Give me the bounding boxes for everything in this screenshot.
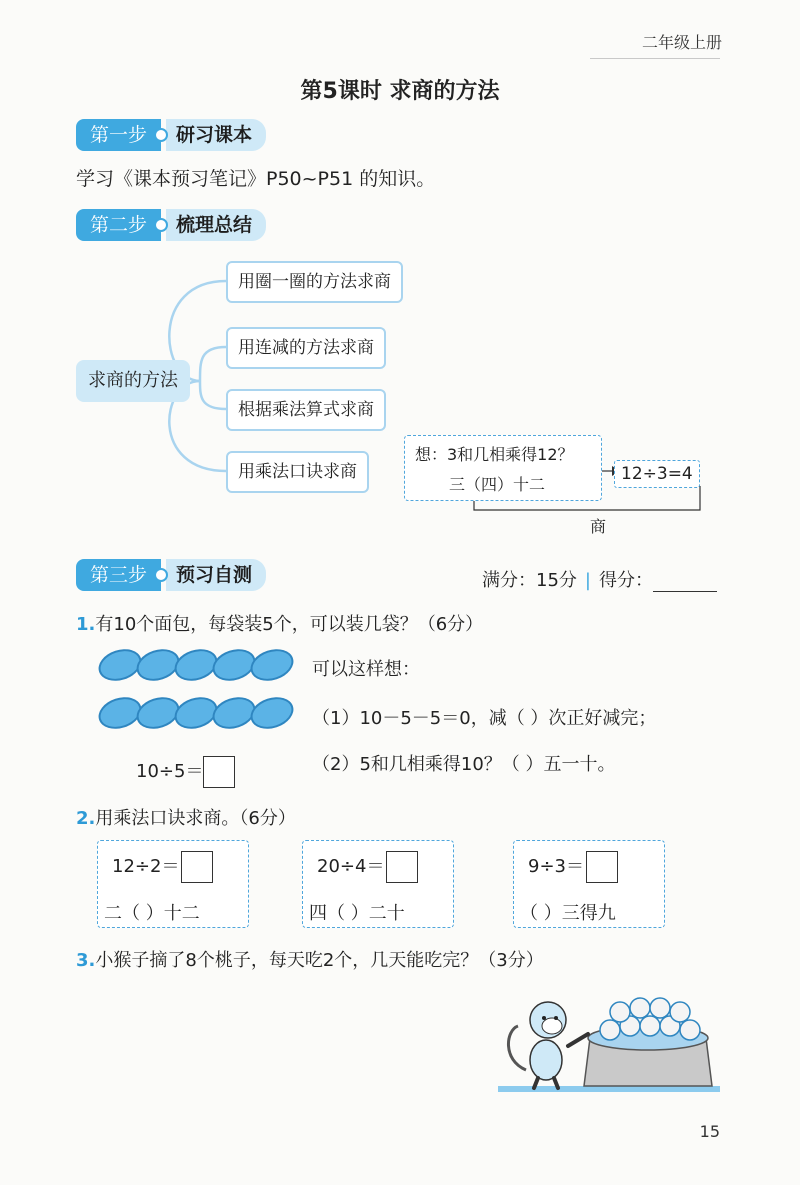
mindmap-root: 求商的方法 xyxy=(76,360,190,402)
question-1-number: 1. xyxy=(76,614,96,635)
answer-box[interactable] xyxy=(586,851,618,883)
mindmap-branch-table: 用乘法口诀求商 xyxy=(226,451,369,493)
step1-text: 学习《课本预习笔记》P50~P51 的知识。 xyxy=(76,168,436,190)
question-1-equation xyxy=(136,756,235,788)
q2-card-1 xyxy=(97,840,249,928)
q2-card-rhyme: 二（ ）十二 xyxy=(104,903,200,924)
think-box xyxy=(404,435,602,501)
page-number: 15 xyxy=(699,1122,720,1141)
step3-tag: 第三步 xyxy=(76,559,161,591)
q2-card-rhyme: 四（ ）二十 xyxy=(309,903,405,924)
step1-tag: 第一步 xyxy=(76,119,161,151)
answer-box[interactable] xyxy=(181,851,213,883)
q2-card-2 xyxy=(302,840,454,928)
score-label: 得分： xyxy=(598,570,653,591)
think-line1: 想：3和几相乘得12？ xyxy=(415,445,574,464)
question-3-text: 小猴子摘了8个桃子，每天吃2个，几天能吃完？（3分） xyxy=(95,950,544,971)
step1-label: 研习课本 xyxy=(166,119,266,151)
q2-card-3 xyxy=(513,840,665,928)
answer-box[interactable] xyxy=(203,756,235,788)
question-1-sub1: （1）10－5－5＝0，减（ ）次正好减完； xyxy=(312,708,657,729)
q2-equation-text: 12÷2＝ xyxy=(112,856,180,877)
grade-label: 二年级上册 xyxy=(641,33,722,52)
monkey-icon xyxy=(508,1002,588,1088)
step3-label: 预习自测 xyxy=(166,559,266,591)
step-dot-icon xyxy=(154,218,168,232)
question-1-text: 有10个面包，每袋装5个，可以装几袋？（6分） xyxy=(95,614,484,635)
question-3-number: 3. xyxy=(76,950,96,971)
bread-icon xyxy=(246,644,297,686)
think-line2: 三（四）十二 xyxy=(449,475,546,494)
mindmap-branch-circle: 用圈一圈的方法求商 xyxy=(226,261,403,303)
question-1 xyxy=(76,610,483,636)
question-1-equation-text: 10÷5＝ xyxy=(136,761,204,782)
question-2-number: 2. xyxy=(76,808,96,829)
lesson-title: 第5课时 求商的方法 xyxy=(300,79,500,104)
step2-tag: 第二步 xyxy=(76,209,161,241)
score-blank[interactable] xyxy=(653,573,717,592)
score-separator: | xyxy=(584,570,591,591)
question-1-sub2: （2）5和几相乘得10？（ ）五一十。 xyxy=(312,754,616,775)
answer-box[interactable] xyxy=(386,851,418,883)
question-2 xyxy=(76,804,296,830)
monkey-peach-illustration xyxy=(498,990,720,1098)
quotient-label: 商 xyxy=(590,517,607,536)
q2-equation-text: 20÷4＝ xyxy=(317,856,385,877)
step-dot-icon xyxy=(154,128,168,142)
q2-card-equation xyxy=(317,851,418,883)
score-line xyxy=(482,566,717,592)
question-3 xyxy=(76,946,544,972)
q2-equation-text: 9÷3＝ xyxy=(528,856,584,877)
step3-header xyxy=(76,558,266,592)
question-2-text: 用乘法口诀求商。（6分） xyxy=(95,808,296,829)
quotient-equation: 12÷3=4 xyxy=(614,460,700,488)
peach-icons xyxy=(600,998,700,1040)
q2-card-equation xyxy=(112,851,213,883)
mindmap-branch-subtract: 用连减的方法求商 xyxy=(226,327,386,369)
ground-icon xyxy=(498,1086,720,1092)
bread-icon xyxy=(246,692,297,734)
mindmap-branch-multiply: 根据乘法算式求商 xyxy=(226,389,386,431)
full-score: 满分：15分 xyxy=(482,570,577,591)
q2-card-rhyme: （ ）三得九 xyxy=(520,903,616,924)
q2-card-equation xyxy=(528,851,618,883)
step2-label: 梳理总结 xyxy=(166,209,266,241)
question-1-hint: 可以这样想： xyxy=(312,659,420,680)
step-dot-icon xyxy=(154,568,168,582)
bread-illustration xyxy=(96,642,296,742)
